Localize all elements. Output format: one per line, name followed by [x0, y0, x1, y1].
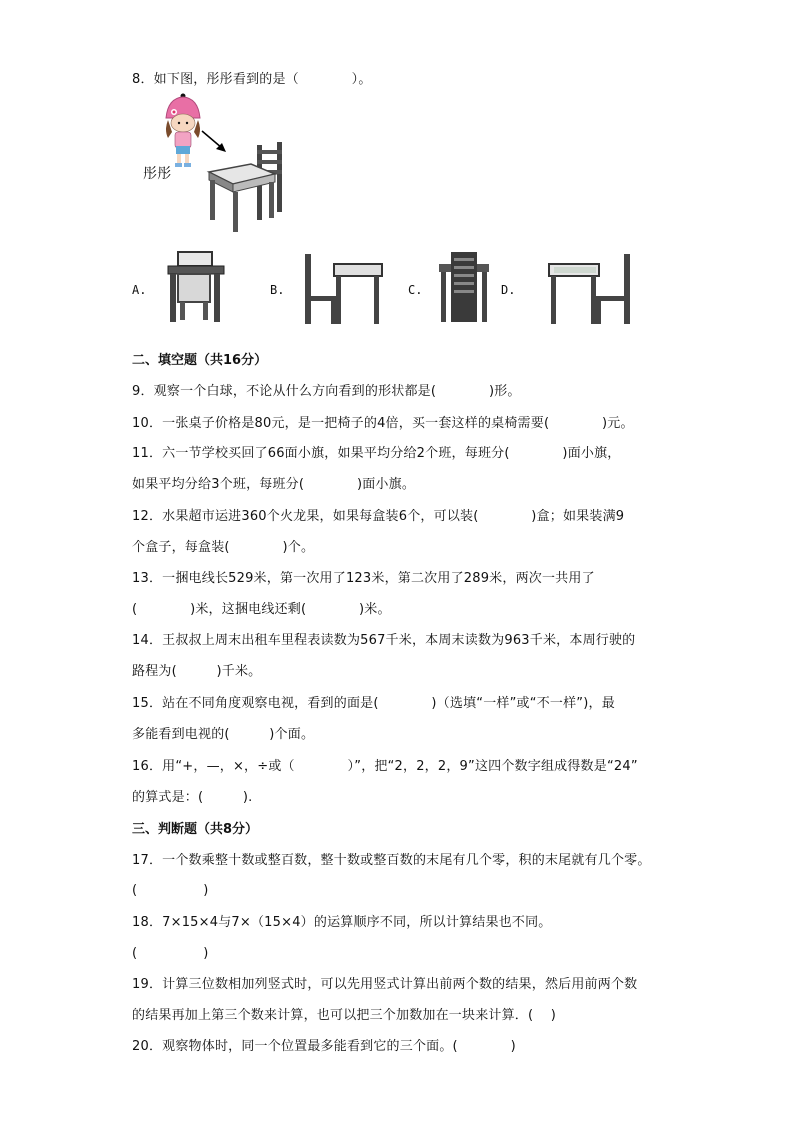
- question-19-line-2: 的结果再加上第三个数来计算，也可以把三个加数加在一块来计算．( ): [132, 1008, 557, 1023]
- question-14-line-1: 14．王叔叔上周末出租车里程表读数为567千米，本周末读数为963千米，本周行驶的: [132, 633, 636, 648]
- table-chair-illustration: [205, 140, 290, 235]
- option-a-image[interactable]: [166, 250, 226, 325]
- option-b-label: B.: [270, 283, 285, 297]
- question-19-line-1: 19．计算三位数相加列竖式时，可以先用竖式计算出前两个数的结果，然后用前两个数: [132, 977, 638, 992]
- question-18-answer[interactable]: ( ): [132, 946, 209, 961]
- option-c-image[interactable]: [437, 250, 492, 325]
- option-c-label: C.: [408, 283, 423, 297]
- question-10: 10．一张桌子价格是80元，是一把椅子的4倍，买一套这样的桌椅需要( )元。: [132, 416, 634, 431]
- question-14-line-2: 路程为( )千米。: [132, 664, 262, 679]
- question-11-line-1: 11．六一节学校买回了66面小旗，如果平均分给2个班，每班分( )面小旗，: [132, 446, 621, 461]
- question-18-line-1: 18．7×15×4与7×（15×4）的运算顺序不同，所以计算结果也不同。: [132, 915, 552, 930]
- question-12-line-2: 个盒子，每盒装( )个。: [132, 540, 315, 555]
- option-a-label: A.: [132, 283, 147, 297]
- section-3-heading: 三、判断题（共8分）: [132, 822, 259, 837]
- section-2-heading: 二、填空题（共16分）: [132, 353, 268, 368]
- question-17-line-1: 17．一个数乘整十数或整百数，整十数或整百数的末尾有几个零，积的末尾就有几个零。: [132, 853, 651, 868]
- question-16-line-1: 16．用“+，—，×，÷或（ ）”，把“2，2，2，9”这四个数字组成得数是“24”: [132, 759, 638, 774]
- person-label: 彤彤: [143, 166, 172, 182]
- question-16-line-2: 的算式是：( ).: [132, 790, 253, 805]
- question-12-line-1: 12．水果超市运进360个火龙果，如果每盒装6个，可以装( )盒；如果装满9: [132, 509, 625, 524]
- question-15-line-1: 15．站在不同角度观察电视，看到的面是( )（选填“一样”或“不一样”)，最: [132, 696, 615, 711]
- option-d-image[interactable]: [546, 252, 634, 327]
- question-8-text: 8．如下图，彤彤看到的是（ ）。: [132, 72, 372, 87]
- question-13-line-2: ( )米，这捆电线还剩( )米。: [132, 602, 391, 617]
- question-17-answer[interactable]: ( ): [132, 883, 209, 898]
- question-9: 9．观察一个白球，不论从什么方向看到的形状都是( )形。: [132, 384, 521, 399]
- option-d-label: D.: [501, 283, 516, 297]
- question-20: 20．观察物体时，同一个位置最多能看到它的三个面。( ): [132, 1039, 516, 1054]
- question-11-line-2: 如果平均分给3个班，每班分( )面小旗。: [132, 477, 416, 492]
- question-13-line-1: 13．一捆电线长529米，第一次用了123米，第二次用了289米，两次一共用了: [132, 571, 595, 586]
- option-b-image[interactable]: [300, 252, 385, 327]
- question-15-line-2: 多能看到电视的( )个面。: [132, 727, 315, 742]
